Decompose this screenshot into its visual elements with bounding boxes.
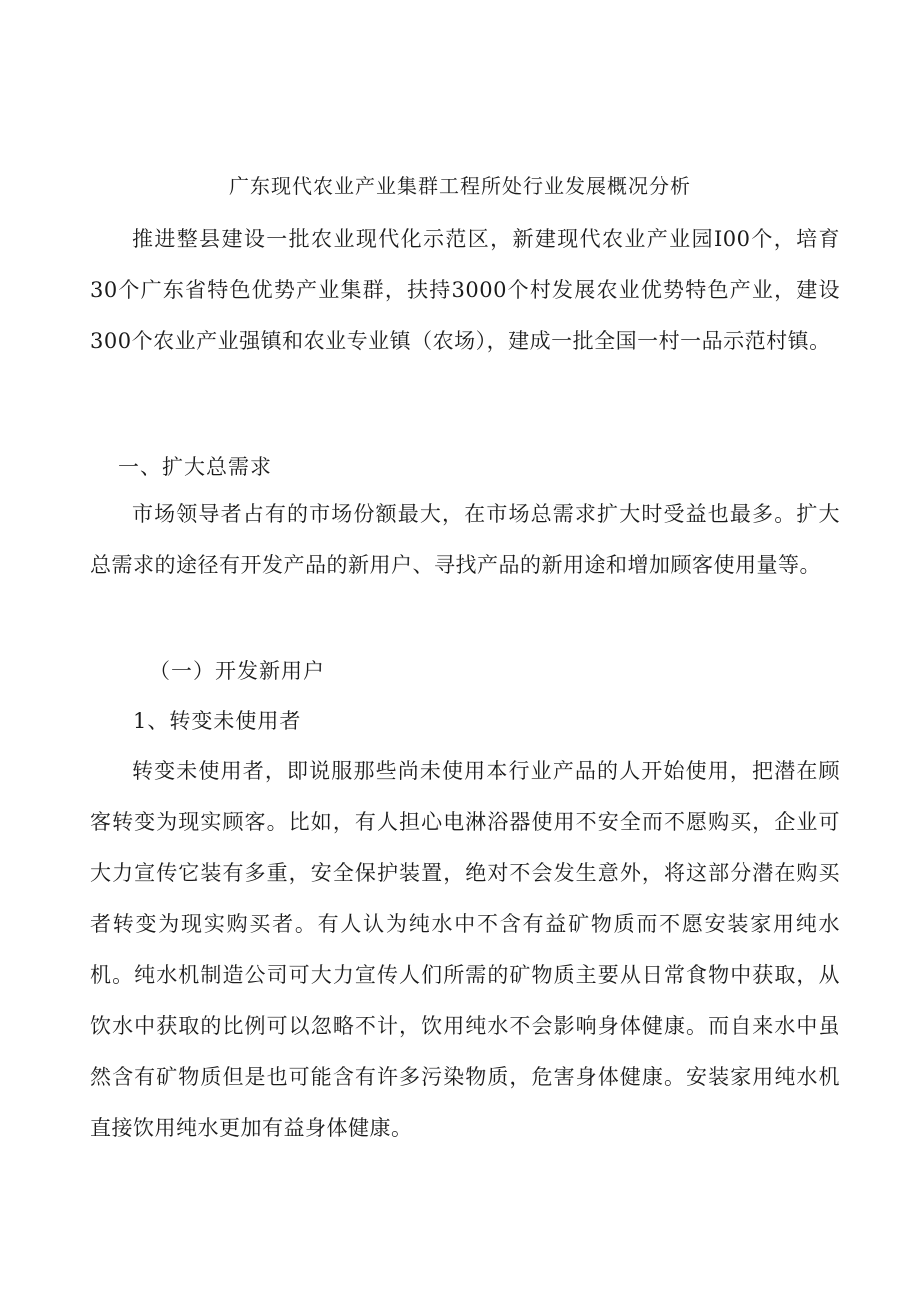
section-paragraph-expand-demand: 市场领导者占有的市场份额最大，在市场总需求扩大时受益也最多。扩大总需求的途径有开发产品的新用户、寻找产品的新用途和增加顾客使用量等。 — [90, 502, 840, 577]
subsection-heading-new-users: （一）开发新用户 — [149, 659, 325, 683]
item-heading-convert-nonusers: 1、转变未使用者 — [133, 709, 302, 733]
section-heading-expand-demand: 一、扩大总需求 — [118, 455, 272, 479]
intro-paragraph: 推进整县建设一批农业现代化示范区，新建现代农业产业园I00个，培育30个广东省特色优势产业集群，扶持3000个村发展农业优势特色产业，建设300个农业产业强镇和农业专业镇（农场），建成一批全国一村一品示范村镇。 — [90, 227, 840, 353]
item-paragraph-convert-nonusers: 转变未使用者，即说服那些尚未使用本行业产品的人开始使用，把潜在顾客转变为现实顾客。比如，有人担心电淋浴器使用不安全而不愿购买，企业可大力宣传它装有多重，安全保护装置，绝对不会发生意外，将这部分潜在购买者转变为现实购买者。有人认为纯水中不含有益矿物质而不愿安装家用纯水机。纯水机制造公司可大力宣传人们所需的矿物质主要从日常食物中获取，从饮水中获取的比例可以忽略不计，饮用纯水不会影响身体健康。而自来水中虽然含有矿物质但是也可能含有许多污染物质，危害身体健康。安装家用纯水机直接饮用纯水更加有益身体健康。 — [90, 759, 840, 1140]
document-title: 广东现代农业产业集群工程所处行业发展概况分析 — [229, 174, 691, 198]
